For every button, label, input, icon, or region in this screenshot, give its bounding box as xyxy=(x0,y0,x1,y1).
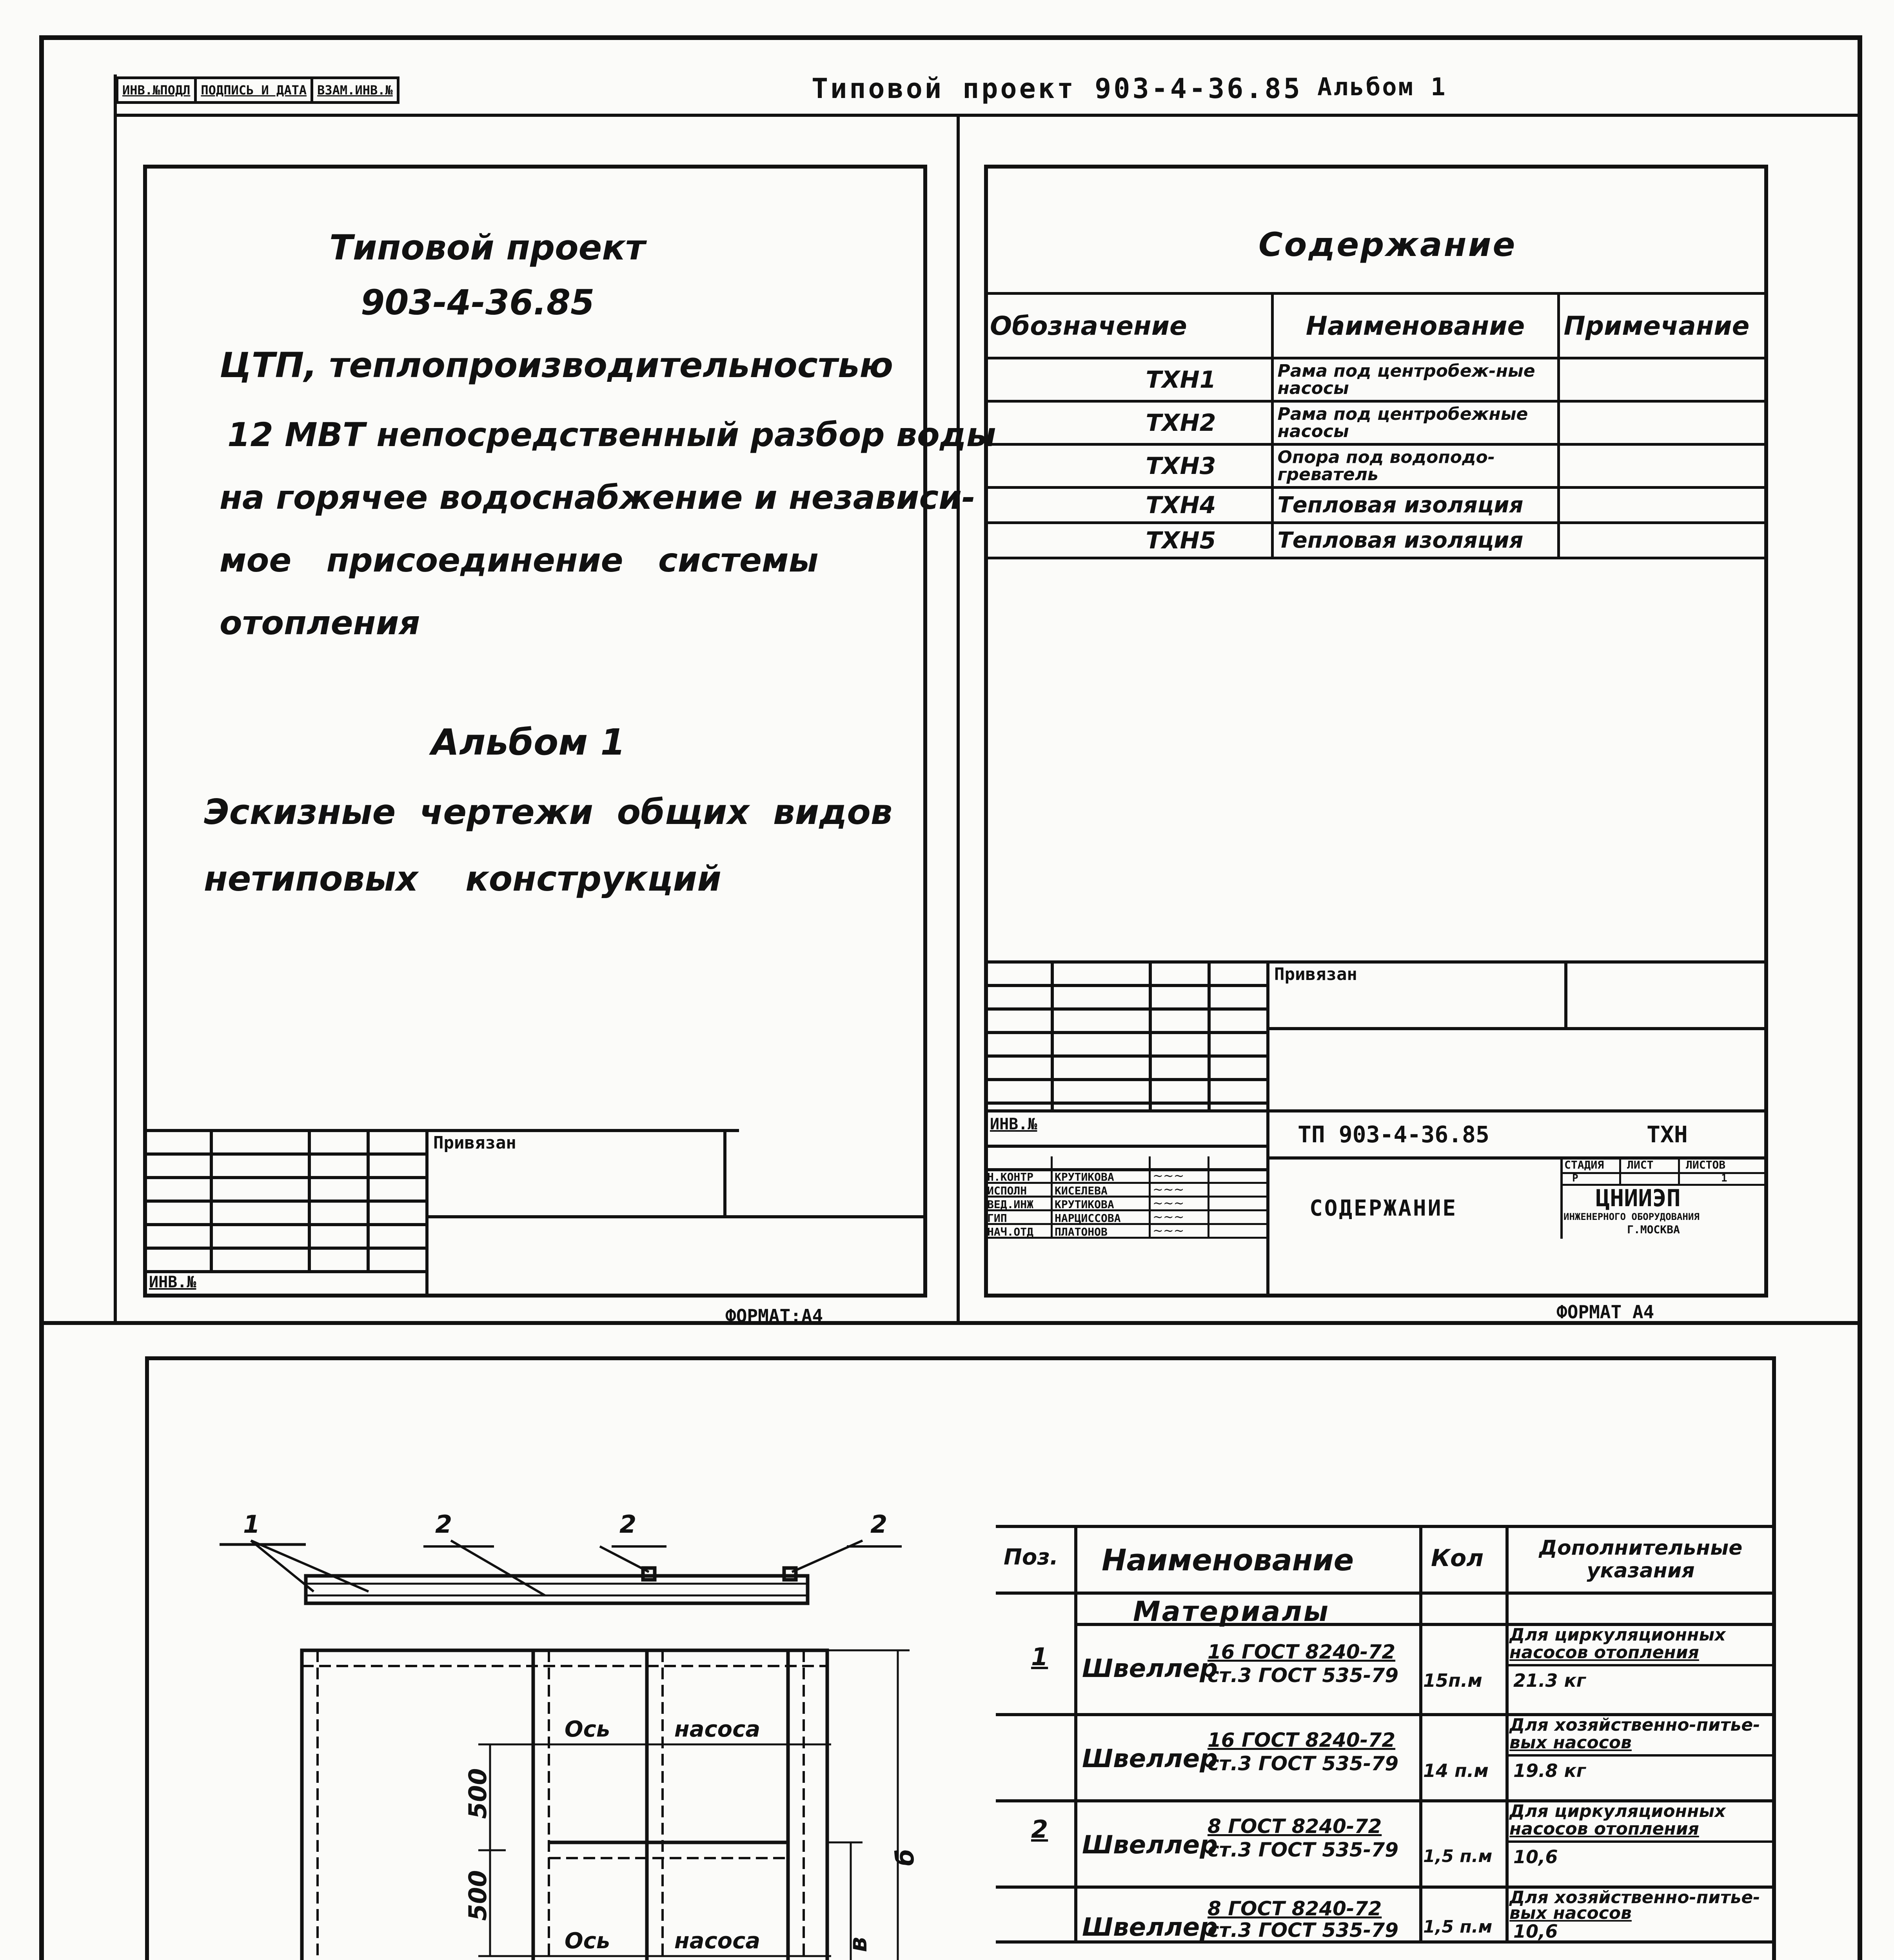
title-line: мое присоединение системы xyxy=(220,541,819,579)
doc-code: ТП 903-4-36.85 xyxy=(1298,1121,1489,1148)
spec-qty: 1,5 п.м xyxy=(1423,1846,1493,1866)
spec-steel: ст.3 ГОСТ 535-79 xyxy=(1208,1838,1399,1861)
stage-label: СТАДИЯ xyxy=(1564,1158,1604,1171)
title-line: ЦТП, теплопроизводительностью xyxy=(220,345,893,385)
row-name: Рама под центробежные насосы xyxy=(1272,401,1558,445)
spec-note: Для циркуляционных xyxy=(1509,1801,1726,1821)
signature: ~~~ xyxy=(1153,1168,1184,1183)
project-title: Типовой проект 903-4-36.85 xyxy=(812,73,1302,105)
inv-no-label: ИНВ.№ xyxy=(990,1115,1037,1133)
col-header: Примечание xyxy=(1558,294,1766,358)
spec-note: Для хозяйственно-питье- xyxy=(1509,1715,1760,1735)
inv-code: ИНВ.№ПОДЛ xyxy=(117,78,196,103)
album-desc: нетиповых конструкций xyxy=(204,858,721,899)
spec-table xyxy=(996,1525,1776,1944)
spec-note: насосов отопления xyxy=(1509,1819,1699,1839)
signer-name: НАРЦИССОВА xyxy=(1055,1212,1121,1225)
signer-role: ВЕД.ИНЖ xyxy=(987,1198,1034,1211)
title-line: отопления xyxy=(220,604,420,642)
spec-mass: 19.8 кг xyxy=(1513,1760,1586,1781)
spec-steel: ст.3 ГОСТ 535-79 xyxy=(1208,1752,1399,1775)
spec-mass: 10,6 xyxy=(1513,1921,1558,1942)
stage-label: ЛИСТОВ xyxy=(1686,1158,1726,1171)
spec-steel: 16 ГОСТ 8240-72 xyxy=(1208,1729,1396,1751)
row-name: Рама под центробеж-ные насосы xyxy=(1272,358,1558,401)
row-code: ТХН3 xyxy=(986,445,1272,488)
signer-role: НАЧ.ОТД xyxy=(987,1225,1034,1238)
spec-note: Для циркуляционных xyxy=(1509,1625,1726,1645)
signer-role: ИСПОЛН xyxy=(987,1184,1027,1197)
axis-word: Ось xyxy=(565,1928,610,1954)
spec-steel: 16 ГОСТ 8240-72 xyxy=(1208,1641,1396,1663)
callout-label: 2 xyxy=(619,1510,637,1539)
spec-header: Наименование xyxy=(1102,1543,1354,1577)
spec-mass: 10,6 xyxy=(1513,1846,1558,1867)
spec-steel: 8 ГОСТ 8240-72 xyxy=(1208,1815,1382,1838)
spec-pos: 1 xyxy=(1031,1642,1048,1671)
dim-value: 500 xyxy=(463,1870,492,1921)
row-code: ТХН4 xyxy=(986,488,1272,523)
row-name: Тепловая изоляция xyxy=(1272,523,1558,558)
org-city: Г.МОСКВА xyxy=(1627,1223,1680,1236)
row-code: ТХН1 xyxy=(986,358,1272,401)
spec-qty: 15п.м xyxy=(1423,1670,1482,1691)
spec-pos: 2 xyxy=(1031,1815,1048,1844)
signature: ~~~ xyxy=(1153,1196,1184,1210)
row-code: ТХН2 xyxy=(986,401,1272,445)
doc-mark: ТХН xyxy=(1647,1121,1688,1148)
contents-title: Содержание xyxy=(1258,225,1517,264)
spec-steel: ст.3 ГОСТ 535-79 xyxy=(1208,1919,1399,1942)
spec-note: насосов отопления xyxy=(1509,1642,1699,1662)
col-header: Наименование xyxy=(1272,294,1558,358)
signature: ~~~ xyxy=(1153,1209,1184,1224)
dim-value: б xyxy=(891,1849,919,1866)
dim-value: 500 xyxy=(463,1768,492,1819)
stage-value: Р xyxy=(1572,1172,1578,1184)
title-line: на горячее водоснабжение и независи- xyxy=(220,478,975,517)
row-name: Тепловая изоляция xyxy=(1272,488,1558,523)
sheet-name: СОДЕРЖАНИЕ xyxy=(1309,1196,1458,1221)
spec-header: Кол xyxy=(1431,1544,1484,1572)
format-label: ФОРМАТ А4 xyxy=(1556,1301,1654,1323)
spec-word: Швеллер xyxy=(1082,1831,1218,1860)
callout-label: 1 xyxy=(243,1510,260,1539)
signer-name: ПЛАТОНОВ xyxy=(1055,1225,1108,1238)
spec-word: Швеллер xyxy=(1082,1913,1218,1942)
callout-label: 2 xyxy=(435,1510,452,1539)
spec-steel: 8 ГОСТ 8240-72 xyxy=(1208,1897,1382,1920)
spec-note: Для хозяйственно-питье- xyxy=(1509,1887,1760,1907)
stage-value: 1 xyxy=(1721,1172,1727,1184)
signer-role: ГИП xyxy=(987,1212,1007,1225)
spec-qty: 14 п.м xyxy=(1423,1760,1489,1781)
col-header: Обозначение xyxy=(986,294,1272,358)
format-label: ФОРМАТ:А4 xyxy=(725,1305,823,1327)
title-line: 12 МВТ непосредственный разбор воды xyxy=(227,416,996,454)
title-line: 903-4-36.85 xyxy=(361,282,595,323)
row-code: ТХН5 xyxy=(986,523,1272,558)
privyazan-label: Привязан xyxy=(433,1133,516,1153)
stage-label: ЛИСТ xyxy=(1627,1158,1654,1171)
spec-word: Швеллер xyxy=(1082,1744,1218,1773)
privyazan-label: Привязан xyxy=(1274,964,1357,984)
signer-name: КРУТИКОВА xyxy=(1055,1198,1114,1211)
row-name: Опора под водоподо-греватель xyxy=(1272,445,1558,488)
album-title: Альбом 1 xyxy=(431,721,626,763)
signer-name: КИСЕЛЕВА xyxy=(1055,1184,1108,1197)
inv-no-label: ИНВ.№ xyxy=(149,1273,196,1291)
album-desc: Эскизные чертежи общих видов xyxy=(204,792,893,832)
spec-note: вых насосов xyxy=(1509,1733,1632,1753)
signature: ~~~ xyxy=(1153,1182,1184,1197)
axis-word: насоса xyxy=(674,1928,761,1954)
spec-qty: 1,5 п.м xyxy=(1423,1917,1493,1937)
dim-value: в xyxy=(844,1936,872,1952)
signer-name: КРУТИКОВА xyxy=(1055,1171,1114,1183)
album-label: Альбом 1 xyxy=(1317,73,1447,101)
axis-word: Ось xyxy=(565,1717,610,1742)
title-line: Типовой проект xyxy=(329,227,646,268)
materials-label: Материалы xyxy=(1133,1595,1330,1628)
org-name: ЦНИИЭП xyxy=(1596,1185,1681,1212)
spec-note: вых насосов xyxy=(1509,1903,1632,1923)
spec-steel: ст.3 ГОСТ 535-79 xyxy=(1208,1664,1399,1687)
inv-code: ПОДПИСЬ И ДАТА xyxy=(196,78,312,103)
org-sub: ИНЖЕНЕРНОГО ОБОРУДОВАНИЯ xyxy=(1564,1211,1700,1222)
spec-mass: 21.3 кг xyxy=(1513,1670,1586,1691)
spec-header: Дополнительные указания xyxy=(1539,1536,1743,1583)
callout-label: 2 xyxy=(870,1510,888,1539)
spec-header: Поз. xyxy=(1004,1544,1059,1570)
spec-word: Швеллер xyxy=(1082,1654,1218,1683)
inv-code: ВЗАМ.ИНВ.№ xyxy=(312,78,398,103)
signer-role: Н.КОНТР xyxy=(987,1171,1034,1183)
axis-word: насоса xyxy=(674,1717,761,1742)
signature: ~~~ xyxy=(1153,1223,1184,1238)
